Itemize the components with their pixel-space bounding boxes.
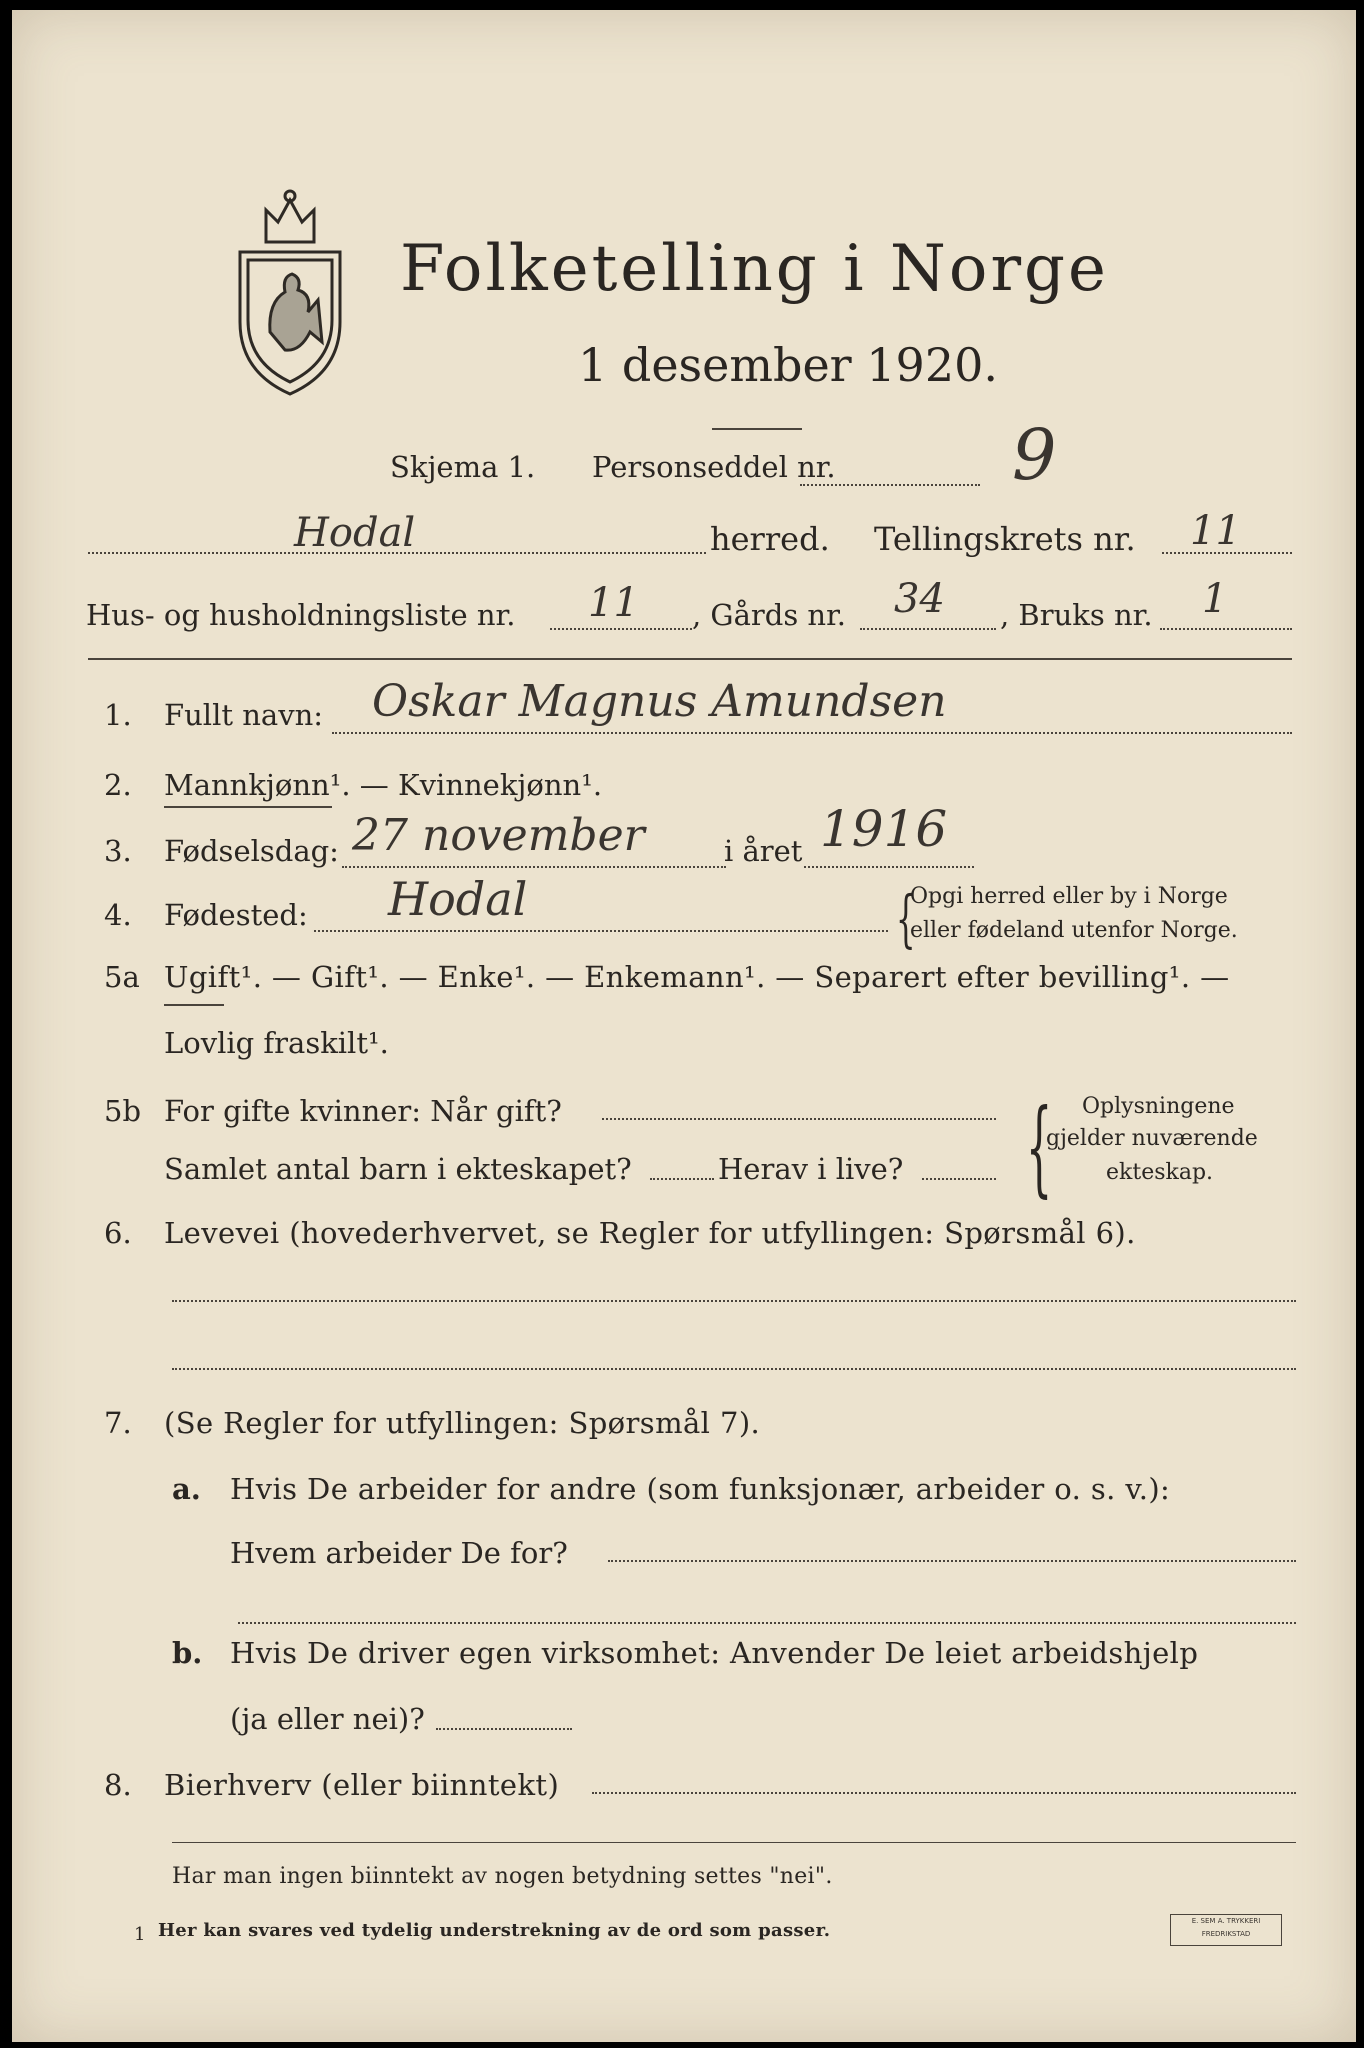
q7-b-letter: b. — [172, 1636, 203, 1670]
census-date: 1 desember 1920. — [578, 338, 998, 392]
husholdning-line — [550, 628, 692, 630]
printer-stamp — [1170, 1914, 1282, 1946]
title-divider — [712, 428, 802, 430]
q5a-line1: Ugift¹. — Gift¹. — Enke¹. — Enkemann¹. — Separert efter bevilling¹. — — [164, 960, 1230, 994]
q7-a-line1: Hvis De arbeider for andre (som funksjonær, arbeider o. s. v.): — [230, 1472, 1171, 1506]
q8-number: 8. — [104, 1768, 132, 1802]
q7-b-answer-line — [436, 1728, 572, 1730]
bruks-value[interactable]: 1 — [1202, 576, 1228, 622]
q5b-line2b: Herav i live? — [718, 1152, 904, 1186]
gards-line — [860, 628, 996, 630]
birthplace-value[interactable]: Hodal — [388, 872, 528, 926]
q6-line1 — [172, 1300, 1296, 1302]
herred-label: herred. — [710, 520, 830, 558]
q2-number: 2. — [104, 768, 132, 802]
printer-stamp-line2: FREDRIKSTAD — [1201, 1930, 1251, 1938]
q4-note-line2: eller fødeland utenfor Norge. — [910, 918, 1238, 943]
q4-brace: { — [895, 882, 916, 955]
q5b-note-line2: gjelder nuværende — [1046, 1126, 1258, 1151]
q1-label: Fullt navn: — [164, 698, 324, 732]
form-title: Folketelling i Norge — [400, 232, 1109, 306]
q1-number: 1. — [104, 698, 132, 732]
personseddel-value[interactable]: 9 — [1012, 414, 1057, 496]
q7-a-letter: a. — [172, 1472, 201, 1506]
q5a-number: 5a — [104, 960, 140, 994]
tellingskrets-label: Tellingskrets nr. — [874, 520, 1136, 558]
full-name-value[interactable]: Oskar Magnus Amundsen — [372, 676, 947, 727]
husholdning-value[interactable]: 11 — [588, 580, 639, 626]
q5b-note-line3: ekteskap. — [1106, 1160, 1214, 1185]
q3-year-line — [804, 866, 974, 868]
ugift-underline — [164, 1004, 224, 1006]
herred-value[interactable]: Hodal — [294, 510, 416, 556]
q7-a-extra-line — [238, 1622, 1296, 1624]
q5b-line2a: Samlet antal barn i ekteskapet? — [164, 1152, 632, 1186]
q7-b-line2: (ja eller nei)? — [230, 1702, 425, 1736]
q5a-line2: Lovlig fraskilt¹. — [164, 1026, 389, 1060]
q6-number: 6. — [104, 1216, 132, 1250]
bruks-label: , Bruks nr. — [1000, 598, 1153, 632]
birthday-value[interactable]: 27 november — [352, 810, 645, 861]
year-label: i året — [724, 834, 803, 868]
q2-label: Mannkjønn¹. — Kvinnekjønn¹. — [164, 768, 603, 802]
footer-divider — [172, 1842, 1296, 1843]
q3-day-line — [342, 866, 726, 868]
footnote-text: Her kan svares ved tydelig understrekning av de ord som passer. — [158, 1920, 831, 1941]
q7-a-answer-line — [608, 1560, 1296, 1562]
q7-b-line1: Hvis De driver egen virksomhet: Anvender De leiet arbeidshjelp — [230, 1636, 1199, 1670]
q5b-number: 5b — [104, 1094, 142, 1128]
q4-line — [314, 930, 888, 932]
q7-label: (Se Regler for utfyllingen: Spørsmål 7). — [164, 1406, 761, 1440]
q5b-note-line1: Oplysningene — [1082, 1094, 1235, 1119]
q5b-live-line — [922, 1178, 996, 1180]
q7-number: 7. — [104, 1406, 132, 1440]
q3-label: Fødselsdag: — [164, 834, 339, 868]
q8-line — [592, 1792, 1296, 1794]
q3-number: 3. — [104, 834, 132, 868]
q4-label: Fødested: — [164, 898, 308, 932]
bruks-line — [1160, 628, 1292, 630]
q7-a-line2: Hvem arbeider De for? — [230, 1536, 568, 1570]
q5b-brace: { — [1025, 1086, 1053, 1208]
q5b-gift-line — [602, 1118, 996, 1120]
header-divider — [88, 658, 1292, 660]
schema-label: Skjema 1. — [390, 450, 536, 484]
birth-year-value[interactable]: 1916 — [820, 800, 948, 858]
census-form — [12, 10, 1356, 2042]
q1-line — [332, 732, 1292, 734]
q4-note-line1: Opgi herred eller by i Norge — [910, 884, 1228, 909]
q5b-barn-line — [650, 1178, 714, 1180]
q6-line2 — [172, 1368, 1296, 1370]
printer-stamp-line1: E. SEM A. TRYKKERI — [1191, 1917, 1261, 1925]
gards-label: , Gårds nr. — [692, 598, 846, 632]
q6-label: Levevei (hovederhvervet, se Regler for utfyllingen: Spørsmål 6). — [164, 1216, 1136, 1250]
footnote-mark: 1 — [134, 1924, 146, 1945]
q5b-line1: For gifte kvinner: Når gift? — [164, 1094, 562, 1128]
norwegian-coat-of-arms-icon — [230, 182, 350, 402]
q4-number: 4. — [104, 898, 132, 932]
biinntekt-note: Har man ingen biinntekt av nogen betydning settes "nei". — [172, 1864, 833, 1889]
personseddel-label: Personseddel nr. — [592, 450, 836, 484]
tellingskrets-value[interactable]: 11 — [1190, 508, 1241, 554]
personseddel-line — [800, 484, 980, 486]
husholdning-label: Hus- og husholdningsliste nr. — [86, 598, 516, 632]
gards-value[interactable]: 34 — [894, 576, 945, 622]
mannkjonn-underline — [164, 806, 332, 808]
q8-label: Bierhverv (eller biinntekt) — [164, 1768, 560, 1802]
